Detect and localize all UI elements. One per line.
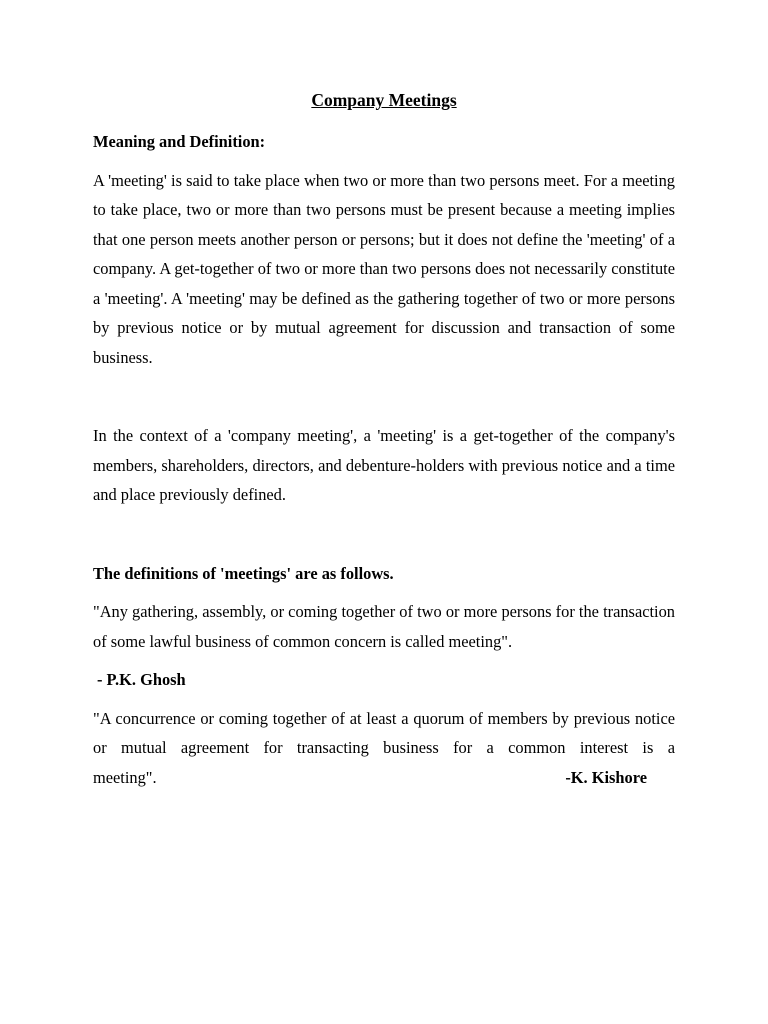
section-heading-meaning: Meaning and Definition: <box>93 132 266 151</box>
document-page <box>93 86 675 792</box>
paragraph-meeting-definition: A 'meeting' is said to take place when two or more than two persons meet. For a meeting to take place, two or more than two persons must be present because a meeting implies that one person meets another person or persons; but it does not define the 'meeting' of a company. A get-together of two or more than two persons does not necessarily constitute a 'meeting'. A 'meeting' may be defined as the gathering together of two or more persons by previous notice or by mutual agreement for discussion and transaction of some business. <box>93 170 675 367</box>
attribution-ghosh: - P.K. Ghosh <box>97 670 186 689</box>
paragraph-company-meeting-context: In the context of a 'company meeting', a 'meeting' is a get-together of the company's members, shareholders, directors, and debenture-holders with previous notice and a time and place previously defined. <box>93 426 675 504</box>
section-heading-definitions: The definitions of 'meetings' are as follows. <box>93 563 394 583</box>
document-title: Company Meetings <box>311 90 457 110</box>
quote-kishore-last-line <box>93 763 675 793</box>
attribution-kishore: -K. Kishore <box>565 767 647 787</box>
quote-kishore-end: meeting". <box>93 767 157 787</box>
quote-kishore-block <box>93 704 675 793</box>
quote-ghosh: "Any gathering, assembly, or coming together of two or more persons for the transaction of some lawful business of common concern is called meeting". <box>93 602 675 651</box>
quote-kishore: "A concurrence or coming together of at least a quorum of members by previous notice or mutual agreement for transacting business for a common interest is a <box>93 708 675 757</box>
